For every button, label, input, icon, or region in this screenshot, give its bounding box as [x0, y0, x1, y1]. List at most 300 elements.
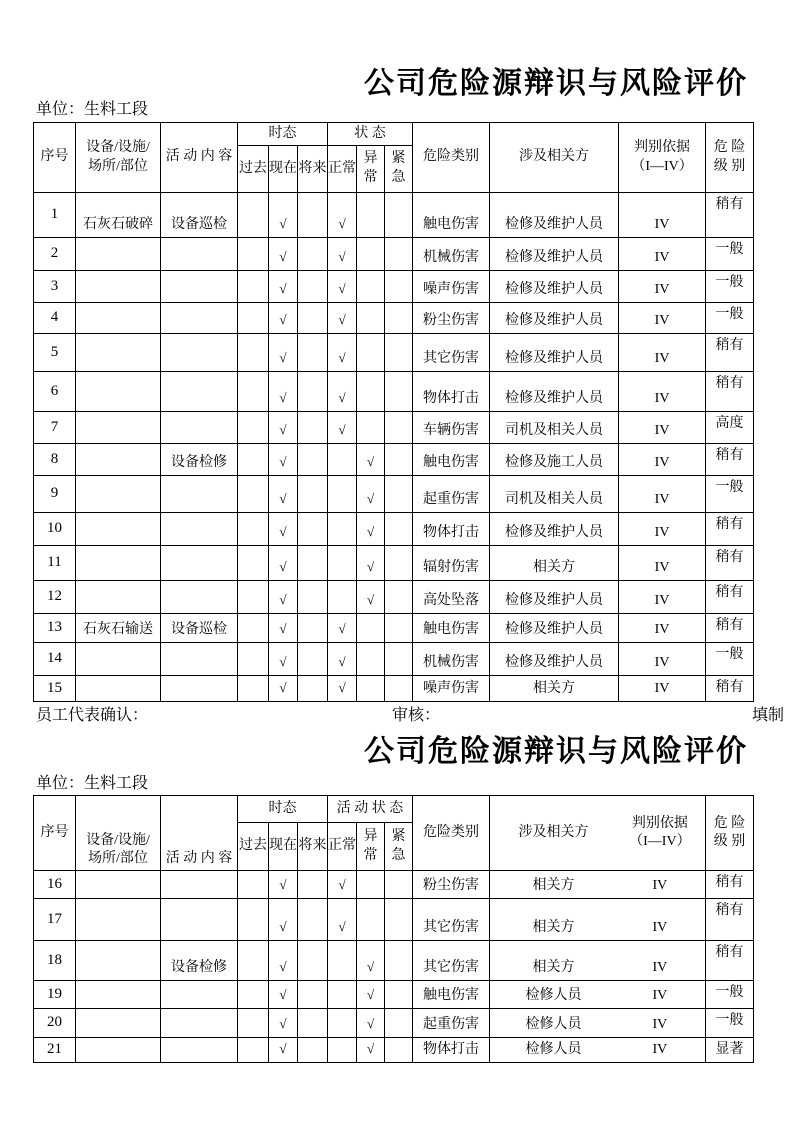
cell-activity	[161, 899, 238, 941]
table-row	[34, 476, 754, 513]
cell-emergency	[385, 334, 413, 372]
cell-related-basis	[490, 899, 706, 941]
cell-no: 17	[34, 899, 76, 941]
cell-related: 检修及维护人员	[490, 303, 619, 334]
cell-place	[76, 271, 161, 303]
cell-emergency	[385, 513, 413, 546]
cell-future	[298, 412, 328, 444]
document-title-1: 公司危险源辩识与风险评价	[364, 66, 748, 101]
cell-future	[298, 981, 328, 1009]
table-row	[34, 193, 754, 238]
cell-risk: 稍有	[706, 676, 754, 702]
table-row	[34, 238, 754, 271]
cell-present: √	[269, 513, 298, 546]
cell-hazard: 其它伤害	[413, 899, 490, 941]
cell-future	[298, 1009, 328, 1038]
cell-emergency	[385, 476, 413, 513]
table-row	[34, 334, 754, 372]
cell-normal: √	[328, 271, 357, 303]
cell-emergency	[385, 614, 413, 643]
cell-future	[298, 899, 328, 941]
table-row	[34, 941, 754, 981]
cell-activity	[161, 334, 238, 372]
cell-related: 司机及相关人员	[490, 476, 619, 513]
table-2-body	[34, 871, 754, 1063]
cell-normal	[328, 581, 357, 614]
cell-future	[298, 271, 328, 303]
cell-related-basis	[490, 1038, 706, 1063]
cell-past	[238, 303, 269, 334]
cell-basis: IV	[619, 546, 706, 581]
header-past: 过去	[238, 823, 269, 871]
footer-confirm-label: 员工代表确认：	[36, 707, 149, 724]
cell-related: 相关方	[490, 676, 619, 702]
cell-normal: √	[328, 372, 357, 412]
cell-no: 9	[34, 476, 76, 513]
cell-basis: IV	[619, 334, 706, 372]
cell-normal	[328, 444, 357, 476]
judgment-basis: IV	[652, 1016, 668, 1032]
cell-risk: 一般	[706, 238, 754, 271]
cell-emergency	[385, 581, 413, 614]
table-1-body	[34, 193, 754, 702]
cell-normal: √	[328, 899, 357, 941]
header-present: 现在	[269, 823, 298, 871]
cell-present: √	[269, 476, 298, 513]
cell-no: 10	[34, 513, 76, 546]
cell-past	[238, 1038, 269, 1063]
table-1-header	[34, 123, 754, 193]
table-row	[34, 513, 754, 546]
cell-emergency	[385, 899, 413, 941]
related-party: 相关方	[532, 959, 575, 975]
cell-past	[238, 614, 269, 643]
cell-risk: 稍有	[706, 581, 754, 614]
cell-basis: IV	[619, 581, 706, 614]
header-state: 状 态	[328, 123, 413, 146]
cell-hazard: 机械伤害	[413, 643, 490, 676]
table-2-header	[34, 796, 754, 871]
cell-normal	[328, 941, 357, 981]
cell-no: 4	[34, 303, 76, 334]
judgment-basis: IV	[652, 959, 668, 975]
cell-past	[238, 676, 269, 702]
cell-normal: √	[328, 238, 357, 271]
table-row	[34, 1009, 754, 1038]
cell-related: 检修及维护人员	[490, 271, 619, 303]
cell-related-basis	[490, 981, 706, 1009]
cell-hazard: 噪声伤害	[413, 676, 490, 702]
related-party: 检修人员	[525, 1042, 582, 1057]
cell-risk: 稍有	[706, 941, 754, 981]
header-abnormal: 异常	[357, 823, 385, 871]
cell-normal: √	[328, 334, 357, 372]
cell-related: 检修及维护人员	[490, 372, 619, 412]
cell-risk: 稍有	[706, 871, 754, 899]
cell-normal	[328, 981, 357, 1009]
cell-basis: IV	[619, 193, 706, 238]
cell-emergency	[385, 981, 413, 1009]
cell-basis: IV	[619, 643, 706, 676]
cell-past	[238, 476, 269, 513]
cell-basis: IV	[619, 372, 706, 412]
cell-hazard: 触电伤害	[413, 444, 490, 476]
table-row	[34, 643, 754, 676]
cell-abnormal: √	[357, 1009, 385, 1038]
header-future: 将来	[298, 823, 328, 871]
cell-related-basis	[490, 871, 706, 899]
cell-past	[238, 238, 269, 271]
footer-review-label: 审核：	[392, 707, 441, 724]
risk-table-2	[33, 795, 754, 1063]
cell-basis: IV	[619, 614, 706, 643]
cell-no: 12	[34, 581, 76, 614]
cell-future	[298, 513, 328, 546]
risk-table-1	[33, 122, 754, 702]
cell-emergency	[385, 871, 413, 899]
cell-normal	[328, 546, 357, 581]
cell-related: 检修及维护人员	[490, 193, 619, 238]
cell-hazard: 车辆伤害	[413, 412, 490, 444]
cell-risk: 稍有	[706, 899, 754, 941]
cell-normal	[328, 1009, 357, 1038]
cell-present: √	[269, 1009, 298, 1038]
document-title-2: 公司危险源辩识与风险评价	[364, 734, 748, 769]
judgment-basis: IV	[652, 1042, 668, 1057]
footer-fill-label: 填制	[752, 707, 785, 724]
cell-normal: √	[328, 193, 357, 238]
header-seq: 序号	[34, 123, 76, 193]
cell-place	[76, 334, 161, 372]
cell-abnormal	[357, 676, 385, 702]
cell-hazard: 噪声伤害	[413, 271, 490, 303]
cell-past	[238, 193, 269, 238]
cell-past	[238, 513, 269, 546]
cell-abnormal	[357, 412, 385, 444]
cell-activity	[161, 271, 238, 303]
unit-label-2: 单位：生料工段	[36, 775, 149, 792]
cell-activity	[161, 238, 238, 271]
cell-basis: IV	[619, 444, 706, 476]
cell-present: √	[269, 372, 298, 412]
cell-activity	[161, 676, 238, 702]
cell-emergency	[385, 412, 413, 444]
table-row	[34, 676, 754, 702]
table-row	[34, 614, 754, 643]
cell-present: √	[269, 981, 298, 1009]
cell-no: 15	[34, 676, 76, 702]
cell-past	[238, 412, 269, 444]
cell-hazard: 起重伤害	[413, 476, 490, 513]
cell-future	[298, 193, 328, 238]
cell-emergency	[385, 643, 413, 676]
cell-activity: 设备检修	[161, 941, 238, 981]
cell-risk: 一般	[706, 303, 754, 334]
cell-related: 检修及维护人员	[490, 334, 619, 372]
judgment-basis: IV	[652, 877, 668, 893]
header-normal: 正常	[328, 146, 357, 193]
cell-no: 21	[34, 1038, 76, 1063]
header-emergency: 紧急	[385, 146, 413, 193]
cell-place: 石灰石破碎	[76, 193, 161, 238]
header-hazard: 危险类别	[413, 123, 490, 193]
cell-no: 11	[34, 546, 76, 581]
related-party: 检修人员	[525, 1016, 582, 1032]
cell-place	[76, 1038, 161, 1063]
cell-activity	[161, 581, 238, 614]
cell-future	[298, 334, 328, 372]
cell-normal: √	[328, 871, 357, 899]
cell-activity: 设备巡检	[161, 614, 238, 643]
header-related: 涉及相关方	[490, 123, 619, 193]
cell-emergency	[385, 372, 413, 412]
cell-present: √	[269, 303, 298, 334]
cell-emergency	[385, 444, 413, 476]
cell-future	[298, 476, 328, 513]
cell-normal: √	[328, 643, 357, 676]
cell-emergency	[385, 676, 413, 702]
cell-risk: 一般	[706, 476, 754, 513]
cell-related-basis	[490, 1009, 706, 1038]
cell-abnormal: √	[357, 546, 385, 581]
header-risk: 危 险 级 别	[706, 796, 754, 871]
header-place: 设备/设施/ 场所/部位	[76, 796, 161, 871]
header-activity: 活 动 内 容	[161, 123, 238, 193]
cell-abnormal	[357, 334, 385, 372]
cell-hazard: 物体打击	[413, 372, 490, 412]
table-row	[34, 303, 754, 334]
cell-past	[238, 334, 269, 372]
cell-normal: √	[328, 614, 357, 643]
cell-past	[238, 546, 269, 581]
cell-emergency	[385, 238, 413, 271]
cell-activity	[161, 981, 238, 1009]
cell-no: 14	[34, 643, 76, 676]
cell-risk: 稍有	[706, 546, 754, 581]
header-activity: 活 动 内 容	[161, 796, 238, 871]
judgment-basis: IV	[652, 919, 668, 935]
cell-place: 石灰石输送	[76, 614, 161, 643]
cell-risk: 一般	[706, 643, 754, 676]
cell-place	[76, 981, 161, 1009]
cell-past	[238, 271, 269, 303]
cell-present: √	[269, 1038, 298, 1063]
cell-emergency	[385, 546, 413, 581]
cell-risk: 一般	[706, 981, 754, 1009]
cell-related: 检修及维护人员	[490, 238, 619, 271]
cell-related: 司机及相关人员	[490, 412, 619, 444]
cell-related: 相关方	[490, 546, 619, 581]
cell-normal	[328, 476, 357, 513]
cell-abnormal: √	[357, 444, 385, 476]
cell-no: 16	[34, 871, 76, 899]
cell-hazard: 其它伤害	[413, 334, 490, 372]
cell-past	[238, 643, 269, 676]
cell-activity	[161, 643, 238, 676]
cell-past	[238, 941, 269, 981]
table-row	[34, 871, 754, 899]
cell-hazard: 粉尘伤害	[413, 871, 490, 899]
cell-hazard: 物体打击	[413, 513, 490, 546]
cell-basis: IV	[619, 676, 706, 702]
cell-present: √	[269, 676, 298, 702]
cell-basis: IV	[619, 238, 706, 271]
cell-risk: 一般	[706, 271, 754, 303]
cell-past	[238, 372, 269, 412]
cell-basis: IV	[619, 271, 706, 303]
cell-abnormal: √	[357, 941, 385, 981]
table-row	[34, 271, 754, 303]
cell-future	[298, 941, 328, 981]
table-row	[34, 412, 754, 444]
header-related: 涉及相关方	[518, 824, 589, 840]
cell-risk: 稍有	[706, 372, 754, 412]
cell-risk: 高度	[706, 412, 754, 444]
cell-related: 检修及维护人员	[490, 581, 619, 614]
cell-abnormal	[357, 303, 385, 334]
cell-past	[238, 981, 269, 1009]
table-row	[34, 546, 754, 581]
related-party: 检修人员	[525, 987, 582, 1003]
cell-place	[76, 899, 161, 941]
cell-normal: √	[328, 676, 357, 702]
cell-present: √	[269, 444, 298, 476]
header-abnormal: 异常	[357, 146, 385, 193]
cell-place	[76, 676, 161, 702]
related-party: 相关方	[532, 877, 575, 893]
cell-normal: √	[328, 412, 357, 444]
header-tense: 时态	[238, 796, 328, 823]
cell-future	[298, 614, 328, 643]
header-future: 将来	[298, 146, 328, 193]
cell-abnormal	[357, 372, 385, 412]
cell-risk: 显著	[706, 1038, 754, 1063]
cell-activity	[161, 1009, 238, 1038]
cell-future	[298, 581, 328, 614]
unit-label-1: 单位：生料工段	[36, 101, 149, 118]
header-emergency: 紧急	[385, 823, 413, 871]
cell-future	[298, 676, 328, 702]
cell-hazard: 粉尘伤害	[413, 303, 490, 334]
table-row	[34, 581, 754, 614]
cell-present: √	[269, 334, 298, 372]
cell-basis: IV	[619, 303, 706, 334]
header-hazard: 危险类别	[413, 796, 490, 871]
cell-place	[76, 513, 161, 546]
cell-place	[76, 643, 161, 676]
cell-emergency	[385, 303, 413, 334]
header-place: 设备/设施/ 场所/部位	[76, 123, 161, 193]
cell-place	[76, 476, 161, 513]
cell-abnormal: √	[357, 981, 385, 1009]
cell-basis: IV	[619, 412, 706, 444]
table-row	[34, 1038, 754, 1063]
cell-past	[238, 899, 269, 941]
cell-related: 检修及维护人员	[490, 614, 619, 643]
cell-place	[76, 581, 161, 614]
cell-abnormal: √	[357, 581, 385, 614]
cell-place	[76, 871, 161, 899]
cell-activity: 设备检修	[161, 444, 238, 476]
cell-activity	[161, 871, 238, 899]
cell-abnormal	[357, 614, 385, 643]
cell-related: 检修及维护人员	[490, 513, 619, 546]
cell-risk: 稍有	[706, 513, 754, 546]
cell-present: √	[269, 193, 298, 238]
cell-no: 1	[34, 193, 76, 238]
cell-activity	[161, 476, 238, 513]
cell-emergency	[385, 941, 413, 981]
cell-present: √	[269, 941, 298, 981]
cell-hazard: 高处坠落	[413, 581, 490, 614]
judgment-basis: IV	[652, 987, 668, 1003]
cell-abnormal	[357, 643, 385, 676]
cell-risk: 一般	[706, 1009, 754, 1038]
cell-future	[298, 643, 328, 676]
cell-present: √	[269, 899, 298, 941]
header-normal: 正常	[328, 823, 357, 871]
cell-present: √	[269, 271, 298, 303]
cell-future	[298, 546, 328, 581]
cell-no: 2	[34, 238, 76, 271]
cell-normal: √	[328, 303, 357, 334]
cell-activity	[161, 1038, 238, 1063]
cell-emergency	[385, 1009, 413, 1038]
cell-risk: 稍有	[706, 444, 754, 476]
header-tense: 时态	[238, 123, 328, 146]
cell-hazard: 触电伤害	[413, 981, 490, 1009]
cell-emergency	[385, 193, 413, 238]
cell-present: √	[269, 412, 298, 444]
cell-basis: IV	[619, 513, 706, 546]
cell-normal	[328, 513, 357, 546]
header-present: 现在	[269, 146, 298, 193]
cell-present: √	[269, 581, 298, 614]
cell-past	[238, 871, 269, 899]
header-risk: 危 险 级 别	[706, 123, 754, 193]
cell-hazard: 触电伤害	[413, 614, 490, 643]
cell-place	[76, 412, 161, 444]
cell-place	[76, 238, 161, 271]
cell-hazard: 机械伤害	[413, 238, 490, 271]
cell-present: √	[269, 643, 298, 676]
cell-activity	[161, 412, 238, 444]
cell-future	[298, 1038, 328, 1063]
cell-no: 8	[34, 444, 76, 476]
cell-abnormal	[357, 899, 385, 941]
cell-emergency	[385, 1038, 413, 1063]
cell-hazard: 辐射伤害	[413, 546, 490, 581]
cell-place	[76, 372, 161, 412]
cell-abnormal	[357, 271, 385, 303]
header-related-basis	[490, 796, 706, 871]
cell-no: 5	[34, 334, 76, 372]
cell-hazard: 物体打击	[413, 1038, 490, 1063]
cell-future	[298, 444, 328, 476]
cell-future	[298, 303, 328, 334]
cell-past	[238, 1009, 269, 1038]
related-party: 相关方	[532, 919, 575, 935]
cell-activity: 设备巡检	[161, 193, 238, 238]
cell-hazard: 触电伤害	[413, 193, 490, 238]
cell-present: √	[269, 238, 298, 271]
cell-present: √	[269, 871, 298, 899]
cell-related: 检修及施工人员	[490, 444, 619, 476]
cell-future	[298, 372, 328, 412]
header-past: 过去	[238, 146, 269, 193]
header-seq: 序号	[34, 796, 76, 871]
cell-risk: 稍有	[706, 614, 754, 643]
